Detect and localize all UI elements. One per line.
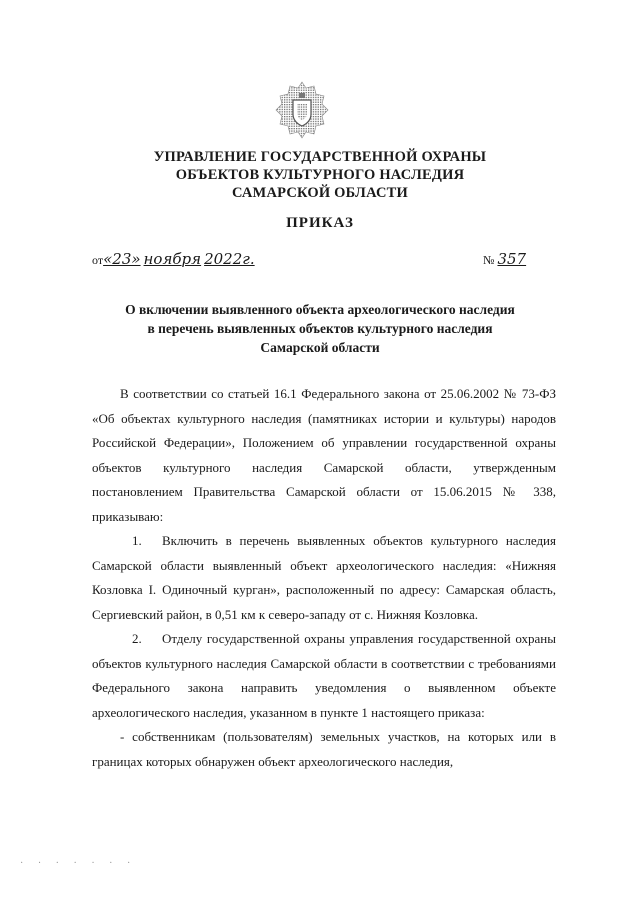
date-day: «23»: [103, 250, 141, 268]
number-prefix: №: [483, 253, 495, 267]
scan-artifact: · · · · · · ·: [20, 858, 137, 869]
item-2-number: 2.: [132, 631, 142, 646]
order-date: [92, 250, 255, 268]
date-year: 2022г.: [204, 250, 255, 268]
item-1-paragraph: [92, 529, 556, 627]
subject-line-3: Самарской области: [260, 340, 380, 355]
org-line-2: ОБЪЕКТОВ КУЛЬТУРНОГО НАСЛЕДИЯ: [175, 167, 465, 183]
item-1-number: 1.: [132, 533, 142, 548]
document-type: ПРИКАЗ: [286, 215, 354, 231]
number-value: 357: [497, 250, 527, 268]
subject-line-1: О включении выявленного объекта археологического наследия: [125, 302, 515, 317]
coat-of-arms-emblem: [272, 80, 332, 140]
organization-name: [0, 148, 640, 202]
order-number: [483, 250, 526, 268]
subject-line-2: в перечень выявленных объектов культурного наследия: [147, 321, 493, 336]
date-month: ноября: [143, 250, 202, 268]
item-2-text: Отделу государственной охраны управления государственной охраны объектов культурного наследия Самарской области в соответствии с требованиями Федерального закона направить уведомления о выявленном объекте археологического наследия, указанном в пункте 1 настоящего приказа:: [92, 631, 556, 720]
date-prefix: от: [92, 253, 104, 267]
intro-paragraph: В соответствии со статьей 16.1 Федерального закона от 25.06.2002 № 73-ФЗ «Об объектах культурного наследия (памятниках истории и культуры) народов Российской Федерации», Положением об управлении государственной охраны объектов культурного наследия Самарской области, утвержденным постановлением Правительства Самарской области от 15.06.2015 № 338, приказываю:: [92, 386, 556, 524]
item-2-paragraph: [92, 627, 556, 725]
bullet-1-paragraph: - собственникам (пользователям) земельных участков, на которых или в границах которых обнаружен объект археологического наследия,: [92, 729, 556, 769]
item-1-text: Включить в перечень выявленных объектов культурного наследия Самарской области выявленный объект археологического наследия: «Нижняя Козловка I. Одиночный курган», расположенный по адресу: Самарская область, Сергиевский район, в 0,51 км к северо-западу от с. Нижняя Козловка.: [92, 533, 556, 622]
org-line-1: УПРАВЛЕНИЕ ГОСУДАРСТВЕННОЙ ОХРАНЫ: [153, 149, 487, 165]
order-body: [92, 382, 556, 774]
org-line-3: САМАРСКОЙ ОБЛАСТИ: [231, 185, 409, 201]
order-subject: [0, 300, 640, 357]
